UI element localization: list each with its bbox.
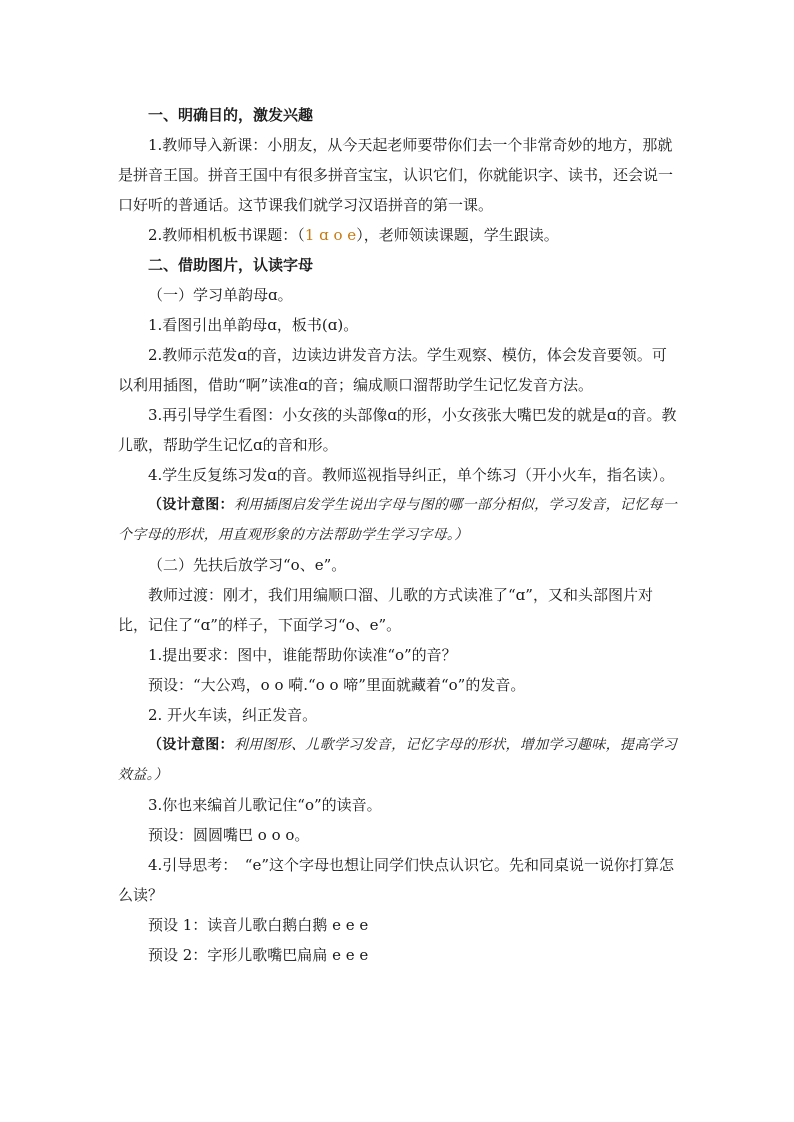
- paragraph-text: ），老师领读课题，学生跟读。: [356, 226, 559, 244]
- design-intent-note-1: [118, 490, 678, 550]
- paragraph: 2.教师示范发ɑ的音，边读边讲发音方法。学生观察、模仿，体会发音要领。可以利用插图，借助“啊”读准ɑ的音；编成顺口溜帮助学生记忆发音方法。: [118, 346, 667, 394]
- paragraph: 4.引导思考： “e”这个字母也想让同学们快点认识它。先和同桌说一说你打算怎么读？: [118, 856, 675, 904]
- paragraph: 1.看图引出单韵母ɑ，板书(ɑ)。: [148, 316, 359, 334]
- paragraph: 3.再引导学生看图：小女孩的头部像ɑ的形，小女孩张大嘴巴发的就是ɑ的音。教儿歌，帮助学生记忆ɑ的音和形。: [118, 406, 677, 454]
- paragraph-title-board: [118, 220, 678, 250]
- lesson-plan-content: [118, 100, 678, 970]
- subsection-heading-2: （二）先扶后放学习“o、e”。: [148, 556, 347, 574]
- note-label: （设计意图：: [148, 737, 234, 753]
- paragraph: 1.教师导入新课：小朋友，从今天起老师要带你们去一个非常奇妙的地方，那就是拼音王国。拼音王国中有很多拼音宝宝，认识它们，你就能识字、读书，还会说一口好听的普通话。这节课我们就学习汉语拼音的第一课。: [118, 136, 674, 214]
- note-text: 利用插图启发学生说出字母与图的哪一部分相似，学习发音，记忆每一个字母的形状，用直观形象的方法帮助学生学习字母。）: [118, 497, 678, 543]
- paragraph-text: 2.教师相机板书课题：（: [148, 226, 305, 244]
- section-heading-2: 二、借助图片，认读字母: [148, 256, 314, 274]
- paragraph: 3.你也来编首儿歌记住“o”的读音。: [148, 796, 382, 814]
- note-text: 利用图形、儿歌学习发音，记忆字母的形状，增加学习趣味，提高学习效益。）: [118, 737, 678, 783]
- paragraph: 2. 开火车读，纠正发音。: [148, 706, 318, 724]
- paragraph: 预设 2：字形儿歌嘴巴扁扁 e e e: [148, 946, 369, 964]
- paragraph: 4.学生反复练习发ɑ的音。教师巡视指导纠正，单个练习（开小火车，指名读）。: [148, 466, 675, 484]
- design-intent-note-2: [118, 730, 678, 790]
- paragraph: 预设：圆圆嘴巴 o o o。: [148, 826, 310, 844]
- paragraph: 预设 1：读音儿歌白鹅白鹅 e e e: [148, 916, 369, 934]
- paragraph: 教师过渡：刚才，我们用编顺口溜、儿歌的方式读准了“ɑ”，又和头部图片对比，记住了“ɑ”的样子，下面学习“o、e”。: [118, 586, 653, 634]
- note-label: （设计意图：: [148, 497, 234, 513]
- section-heading-1: 一、明确目的，激发兴趣: [148, 106, 314, 124]
- lesson-title-letters: 1 ɑ o e: [304, 226, 357, 244]
- paragraph: 预设：“大公鸡，o o 嗬.“o o 啼”里面就藏着“o”的发音。: [148, 676, 526, 694]
- subsection-heading-1: （一）学习单韵母ɑ。: [148, 286, 293, 304]
- paragraph: 1.提出要求：图中，谁能帮助你读准“o”的音？: [148, 646, 457, 664]
